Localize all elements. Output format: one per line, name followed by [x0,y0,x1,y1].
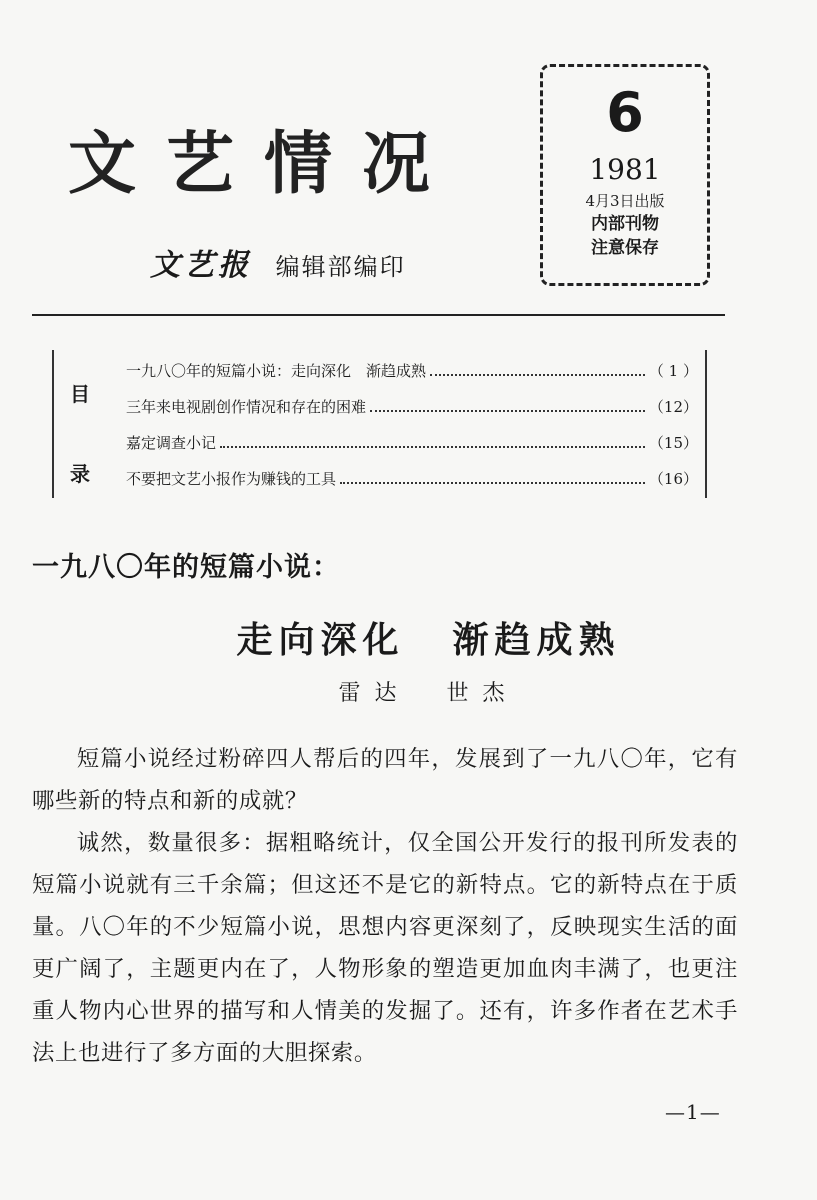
toc-item-page: （ 1 ） [648,362,698,380]
editor-line [150,240,406,284]
toc-label-lu: 录 [70,462,90,486]
section-heading: 一九八〇年的短篇小说： [32,552,340,583]
paper-name-logo: 文艺报 [150,248,252,283]
issue-year: 1981 [589,153,661,186]
toc-leader-dots [220,428,645,448]
toc-item-page: （15） [648,434,698,452]
masthead-title: 文艺情况 [68,125,461,204]
toc-item-title: 不要把文艺小报作为赚钱的工具 [126,470,337,488]
toc-label-mu: 目 [70,382,90,406]
issue-note-internal: 内部刊物 [591,214,659,234]
toc-leader-dots [340,464,645,484]
article-title [0,612,817,663]
toc-list [126,356,698,500]
issue-number: 6 [606,81,644,144]
table-of-contents [52,350,707,498]
author-name: 雷达 [338,681,411,706]
issue-box [540,64,710,286]
toc-item-title: 三年来电视剧创作情况和存在的困难 [126,398,367,416]
article-body [32,738,738,1074]
editor-note: 编辑部编印 [275,253,406,281]
page-number: —1— [665,1100,721,1124]
toc-item-page: （16） [648,470,698,488]
toc-leader-dots [370,392,645,412]
article-authors [0,676,817,707]
toc-leader-dots [430,356,645,376]
header-divider [32,314,725,316]
issue-note-keep: 注意保存 [591,238,659,258]
issue-date: 4月3日出版 [585,192,665,210]
body-paragraph: 短篇小说经过粉碎四人帮后的四年，发展到了一九八〇年，它有哪些新的特点和新的成就？ [32,746,738,814]
author-name: 世杰 [446,681,519,706]
toc-item-title: 嘉定调查小记 [126,434,217,452]
toc-item[interactable] [126,392,698,428]
toc-item-page: （12） [648,398,698,416]
toc-item-title: 一九八〇年的短篇小说：走向深化 渐趋成熟 [126,362,427,380]
toc-item[interactable] [126,356,698,392]
toc-item[interactable] [126,464,698,500]
body-paragraph: 诚然，数量很多：据粗略统计，仅全国公开发行的报刊所发表的短篇小说就有三千余篇；但这还不是它的新特点。它的新特点在于质量。八〇年的不少短篇小说，思想内容更深刻了，反映现实生活的面更广阔了，主题更内在了，人物形象的塑造更加血肉丰满了，也更注重人物内心世界的描写和人情美的发掘了。还有，许多作者在艺术手法上也进行了多方面的大胆探索。 [32,830,738,1066]
article-title-part2: 渐趋成熟 [452,619,621,661]
article-title-part1: 走向深化 [236,619,405,661]
toc-item[interactable] [126,428,698,464]
